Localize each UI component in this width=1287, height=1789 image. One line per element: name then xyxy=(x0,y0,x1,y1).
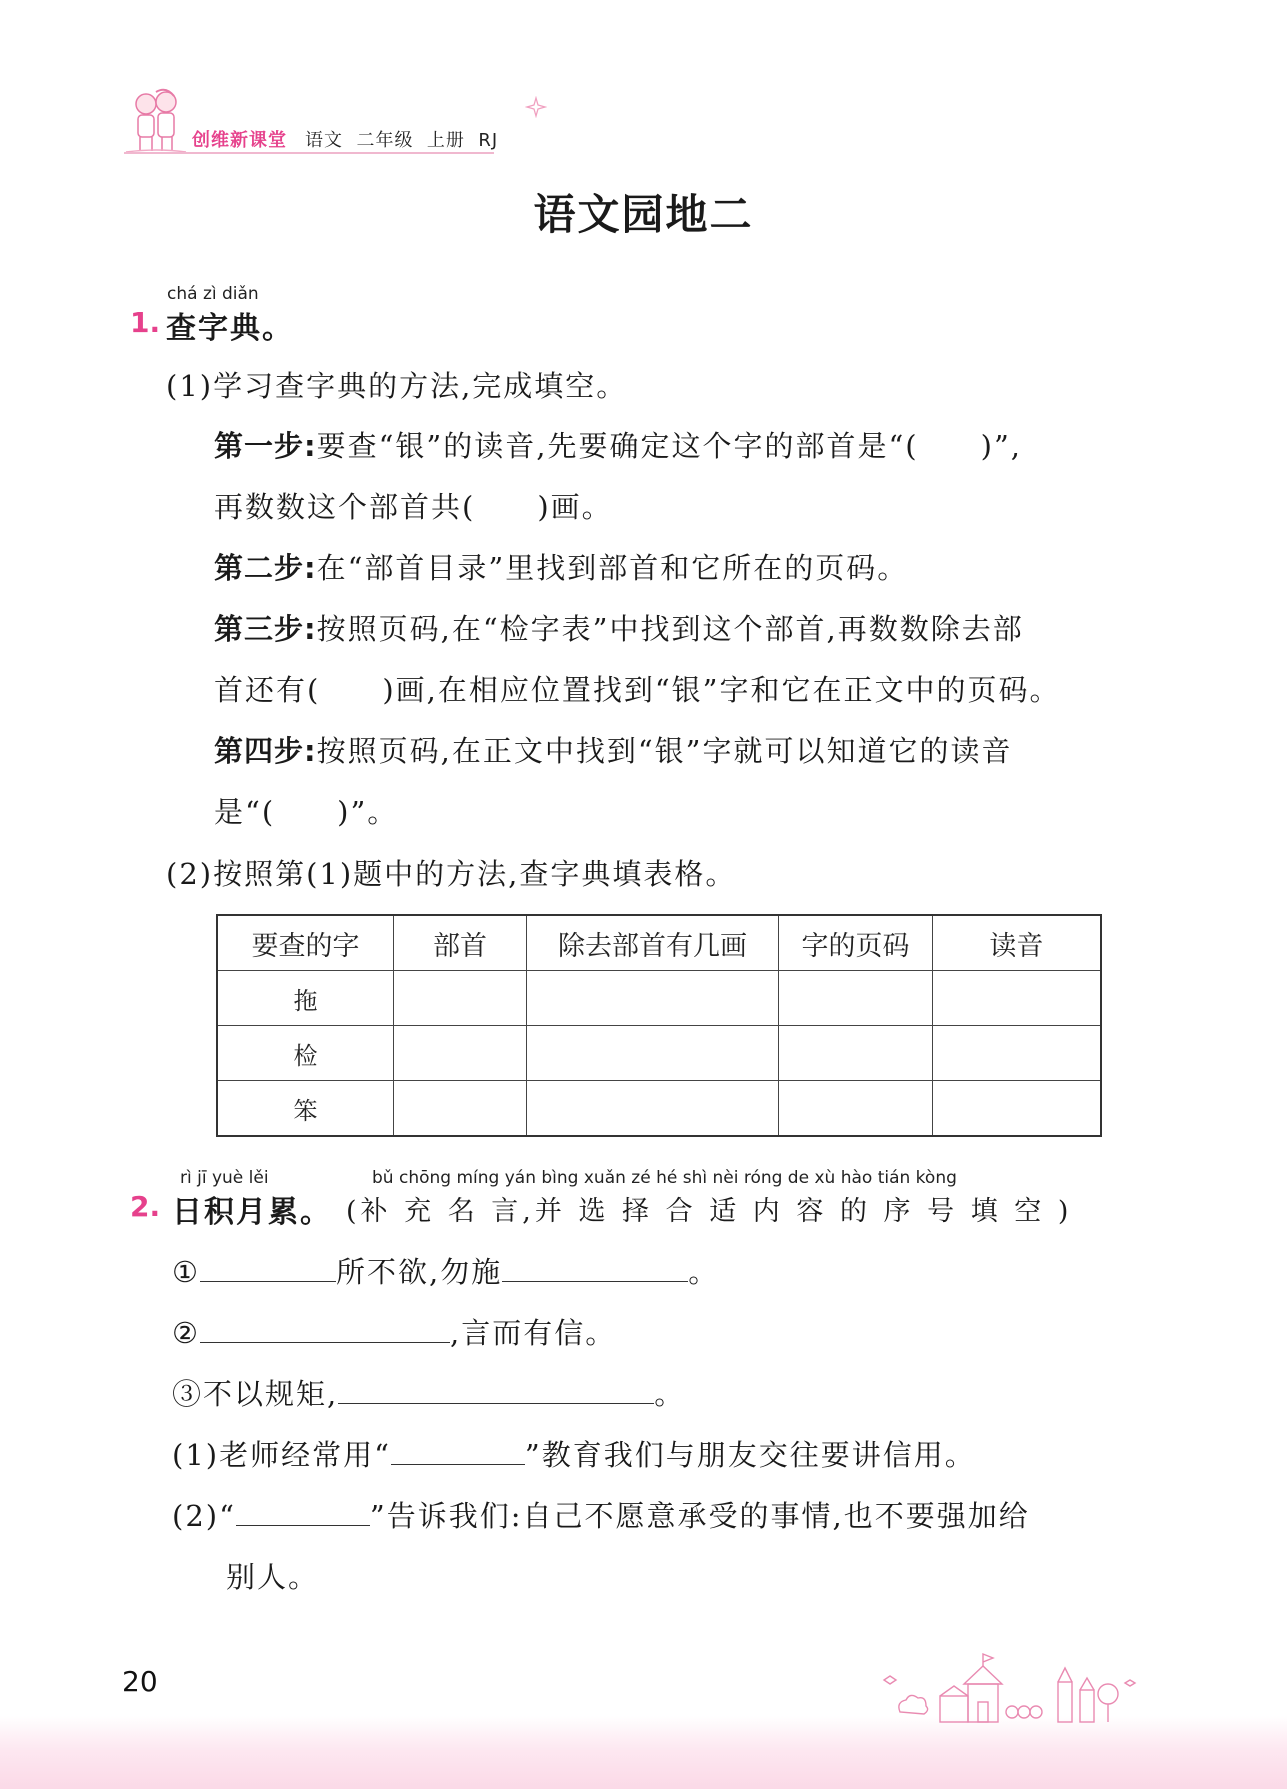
sub1-blank[interactable] xyxy=(391,1440,525,1465)
item3-end: 。 xyxy=(654,1377,686,1411)
table-header: 除去部首有几画 xyxy=(526,915,778,971)
q2-number: 2. xyxy=(130,1190,161,1223)
table-row xyxy=(217,1081,1101,1137)
q1-step4-line2 xyxy=(214,790,398,831)
step1-line2-end: )画。 xyxy=(537,490,613,524)
q2-sub2-line2: 别人。 xyxy=(226,1560,320,1594)
sub2-text-end: ”告诉我们:自己不愿意承受的事情,也不要强加给 xyxy=(369,1499,1030,1533)
q2-sub1 xyxy=(172,1433,976,1474)
table-empty-cell[interactable] xyxy=(932,1081,1101,1137)
item2-blank[interactable] xyxy=(200,1318,450,1343)
q2-title: 日积月累。 xyxy=(172,1195,332,1230)
item1-blank-b[interactable] xyxy=(502,1257,688,1282)
table-empty-cell[interactable] xyxy=(932,1026,1101,1081)
kids-mascot-icon xyxy=(124,86,188,158)
sub2-blank[interactable] xyxy=(236,1501,370,1526)
dictionary-table xyxy=(216,914,1102,1137)
table-empty-cell[interactable] xyxy=(394,1026,527,1081)
page-title: 语文园地二 xyxy=(533,190,754,239)
item1-blank-a[interactable] xyxy=(200,1257,336,1282)
q2-pinyin-instruction: bǔ chōng míng yán bìng xuǎn zé hé shì nèi róng de xù hào tián kòng xyxy=(372,1168,957,1188)
item2-mark: ② xyxy=(172,1316,200,1350)
q1-step1-line2 xyxy=(214,485,613,526)
sub1-text-end: ”教育我们与朋友交往要讲信用。 xyxy=(524,1438,976,1472)
table-empty-cell[interactable] xyxy=(526,1081,778,1137)
step2-label: 第二步: xyxy=(214,551,317,585)
step1-line2-text: 再数数这个部首共( xyxy=(214,490,476,524)
q1-title: 查字典。 xyxy=(166,311,294,346)
step1-text-end: )”, xyxy=(980,429,1022,463)
book-info: 语文 二年级 上册 RJ xyxy=(305,130,499,151)
table-empty-cell[interactable] xyxy=(526,971,778,1026)
q2-item2 xyxy=(172,1311,616,1352)
table-empty-cell[interactable] xyxy=(394,1081,527,1137)
brand-name: 创维新课堂 xyxy=(192,130,287,151)
table-header: 字的页码 xyxy=(779,915,933,971)
q2-sub2 xyxy=(172,1494,1030,1535)
step1-label: 第一步: xyxy=(214,429,317,463)
q2-item3 xyxy=(172,1372,685,1413)
table-empty-cell[interactable] xyxy=(394,971,527,1026)
table-row xyxy=(217,971,1101,1026)
q1-step3-line2 xyxy=(214,668,1061,709)
castle-illustration-icon xyxy=(880,1650,1170,1726)
table-header-row xyxy=(217,915,1101,971)
table-empty-cell[interactable] xyxy=(779,971,933,1026)
q1-step1 xyxy=(214,424,1022,465)
q2-pinyin-title: rì jī yuè lěi xyxy=(180,1168,269,1188)
item1-end: 。 xyxy=(688,1255,720,1289)
table-char-cell: 笨 xyxy=(217,1081,394,1137)
table-char-cell: 拖 xyxy=(217,971,394,1026)
step4-text: 按照页码,在正文中找到“银”字就可以知道它的读音 xyxy=(316,734,1013,768)
step4-line2-end: )”。 xyxy=(337,795,399,829)
q1-number: 1. xyxy=(130,306,161,339)
table-empty-cell[interactable] xyxy=(779,1081,933,1137)
step3-line2-end: )画,在相应位置找到“银”字和它在正文中的页码。 xyxy=(382,673,1061,707)
q2-instruction: (补 充 名 言,并 选 择 合 适 内 容 的 序 号 填 空 ) xyxy=(346,1196,1073,1227)
step4-line2-text: 是“( xyxy=(214,795,276,829)
q1-pinyin: chá zì diǎn xyxy=(167,284,259,304)
q1-step4 xyxy=(214,729,1012,770)
footer-band xyxy=(0,1716,1287,1789)
item2-text: ,言而有信。 xyxy=(450,1316,617,1350)
step2-text: 在“部首目录”里找到部首和它所在的页码。 xyxy=(316,551,909,585)
q1-part1: (1)学习查字典的方法,完成填空。 xyxy=(166,369,628,403)
table-header: 读音 xyxy=(932,915,1101,971)
table-row xyxy=(217,1026,1101,1081)
step3-label: 第三步: xyxy=(214,612,317,646)
step3-line2-text: 首还有( xyxy=(214,673,321,707)
sub2-text: (2)“ xyxy=(172,1499,236,1533)
table-empty-cell[interactable] xyxy=(779,1026,933,1081)
step3-text: 按照页码,在“检字表”中找到这个部首,再数数除去部 xyxy=(316,612,1024,646)
q1-step3 xyxy=(214,607,1024,648)
item1-mark: ① xyxy=(172,1255,200,1289)
q2-item1 xyxy=(172,1250,719,1291)
item1-text: 所不欲,勿施 xyxy=(336,1255,503,1289)
sparkle-icon xyxy=(525,96,547,118)
page-number: 20 xyxy=(122,1665,158,1698)
item3-mark: ③ xyxy=(172,1377,204,1411)
table-empty-cell[interactable] xyxy=(932,971,1101,1026)
step1-text: 要查“银”的读音,先要确定这个字的部首是“( xyxy=(316,429,919,463)
item3-blank[interactable] xyxy=(338,1379,654,1404)
step4-label: 第四步: xyxy=(214,734,317,768)
q1-step2 xyxy=(214,546,908,587)
q1-part2: (2)按照第(1)题中的方法,查字典填表格。 xyxy=(166,857,737,891)
table-header: 要查的字 xyxy=(217,915,394,971)
sub1-text: (1)老师经常用“ xyxy=(172,1438,391,1472)
table-header: 部首 xyxy=(394,915,527,971)
header-rule xyxy=(124,152,494,154)
item3-text: 不以规矩, xyxy=(203,1377,339,1411)
table-char-cell: 检 xyxy=(217,1026,394,1081)
table-empty-cell[interactable] xyxy=(526,1026,778,1081)
